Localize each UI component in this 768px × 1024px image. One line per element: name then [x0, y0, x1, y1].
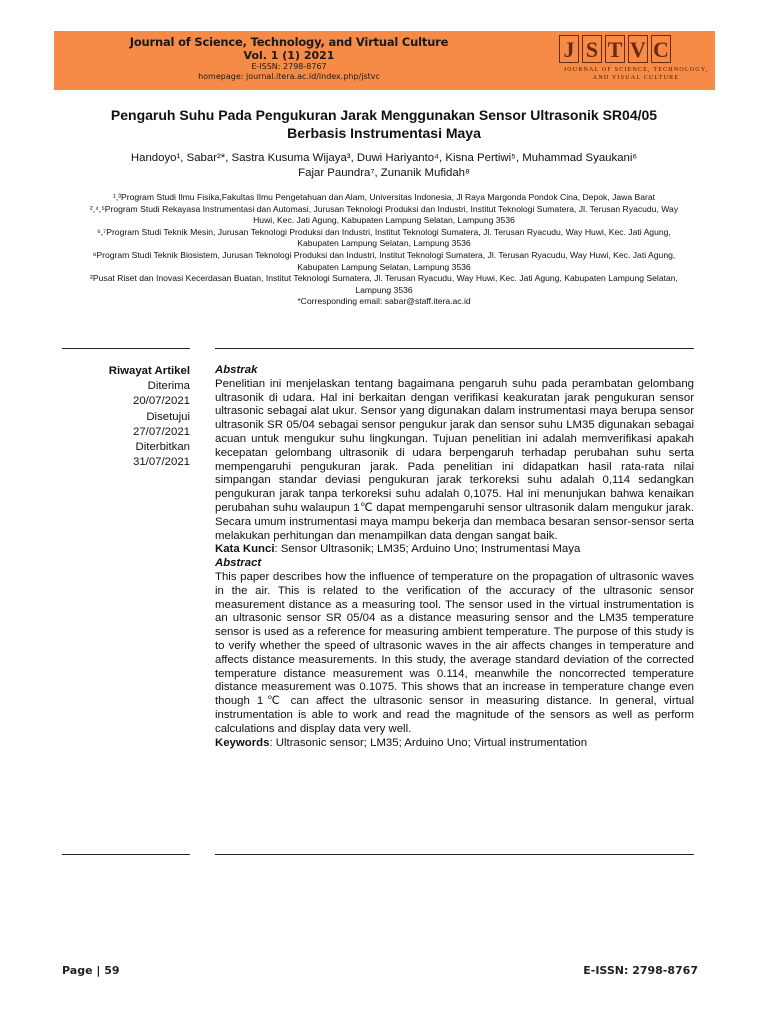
abstract-heading: Abstract [215, 557, 262, 570]
abstract-text: This paper describes how the influence of temperature on the propagation of ultrasonic waves in the air. This is related to the verification of the accuracy of the ultrasonic sensor measurement distance as a measuring tool. The sensor used in the virtual instrumentation is an ultrasonic sensor SR 05/04 as a distance measuring sensor and the LM35 temperature sensor is used as a reference for measuring ambient temperature. The purpose of this study is to verify whether the speed of ultrasonic waves in the air affects changes in temperature and affects distance measurements. In this study, the average standard deviation of the corrected temperature distance measurement was 0.114, meanwhile the noncorrected temperature distance measurement was 0.1075. This shows that an increase in temperature change even though 1℃ can affect the ultrasonic sensor in measuring distance. In general, virtual instrumentation is able to work and read the magnitude of the sensors as well as perform calculations and display data very well. [215, 570, 694, 735]
received-label: Diterima [147, 380, 190, 393]
accepted-label: Disetujui [146, 410, 190, 423]
author-list [60, 151, 708, 181]
journal-homepage: homepage: journal.itera.ac.id/index.php/jstvc [198, 72, 380, 81]
affiliation: ²,⁴,⁵Program Studi Rekayasa Instrumentasi dan Automasi, Jurusan Teknologi Produksi dan Industri, Institut Teknologi Sumatera, Jl. Terusan Ryacudu, Way Huwi, Kec. Jati Agung, Kabupaten Lampung Selatan, Lampung 3536 [89, 203, 679, 226]
journal-eissn: E-ISSN: 2798-8767 [251, 62, 327, 71]
history-label: Riwayat Artikel [108, 365, 190, 377]
keywords-label: Keywords [215, 736, 270, 749]
journal-info [54, 35, 524, 82]
abstrak-text: Penelitian ini menjelaskan tentang bagaimana pengaruh suhu pada perambatan gelombang ultrasonik di udara. Hal ini berkaitan dengan verifikasi keakuratan jarak pengukuran sensor ultrasonic sebagai alat ukur. Sensor yang digunakan dalam instrumentasi maya berupa sensor ultrasonik SR 05/04 sebagai sensor pengukur jarak dan sensor suhu LM35 digunakan sebagai acuan untuk mengukur suhu lingkungan. Tujuan penelitian ini adalah memverifikasi apakah kecepatan gelombang ultrasonik di udara berpengaruh terhadap perubahan suhu serta mempengaruhi pengukuran jarak. Pada penelitian ini didapatkan hasil rata-rata nilai simpangan standar deviasi pengukuran jarak terkoreksi suhu adalah 0,114 sedangkan pengukuran jarak tanpa terkoreksi suhu adalah 0,1075. Hal ini menunjukan bahwa kenaikan perubahan suhu walaupun 1℃ dapat mempengaruhi sensor ultrasonik dalam mengukur jarak. Secara umum instrumentasi maya mampu bekerja dan membaca besaran sensor-sensor serta melakukan perhitungan dan menampilkan data dengan sangat baik. [215, 377, 694, 542]
affiliations [80, 192, 688, 308]
divider-right-top [215, 348, 694, 349]
journal-header [54, 31, 715, 90]
logo-letter: C [651, 35, 671, 63]
logo-letter: J [559, 35, 579, 63]
accepted-date: 27/07/2021 [132, 425, 190, 438]
divider-left-bottom [62, 854, 190, 855]
title-line: Pengaruh Suhu Pada Pengukuran Jarak Menggunakan Sensor Ultrasonik SR04/05 [110, 107, 658, 123]
page-number: Page | 59 [62, 964, 120, 977]
jstvc-logo [559, 31, 709, 90]
abstrak-heading: Abstrak [215, 364, 258, 376]
footer-eissn: E-ISSN: 2798-8767 [583, 964, 698, 977]
published-label: Diterbitkan [135, 441, 190, 454]
article-history [62, 364, 190, 470]
logo-letters [559, 35, 671, 63]
keywords-text: : Ultrasonic sensor; LM35; Arduino Uno; Virtual instrumentation [269, 736, 588, 749]
kata-kunci [215, 543, 694, 557]
journal-name: Journal of Science, Technology, and Virtual Culture [129, 35, 449, 49]
authors-line: Handoyo¹, Sabar²*, Sastra Kusuma Wijaya³, Duwi Hariyanto⁴, Kisna Pertiwi⁵, Muhammad Syaukani⁶ [130, 152, 638, 164]
divider-left-top [62, 348, 190, 349]
journal-volume: Vol. 1 (1) 2021 [243, 49, 335, 62]
corresponding-email: *Corresponding email: sabar@staff.itera.ac.id [297, 296, 471, 307]
logo-letter: V [628, 35, 648, 63]
affiliation: ⁶,⁷Program Studi Teknik Mesin, Jurusan Teknologi Produksi dan Industri, Institut Teknologi Sumatera, Jl. Terusan Ryacudu, Way Huwi, Kec. Jati Agung, Kabupaten Lampung Selatan, Lampung 3536 [97, 226, 671, 249]
kata-kunci-label: Kata Kunci [215, 543, 275, 556]
logo-subtitle: JOURNAL OF SCIENCE, TECHNOLOGY, AND VISUAL CULTURE [563, 67, 709, 81]
logo-letter: S [582, 35, 602, 63]
kata-kunci-text: : Sensor Ultrasonik; LM35; Arduino Uno; Instrumentasi Maya [274, 543, 581, 556]
keywords [215, 737, 694, 751]
received-date: 20/07/2021 [132, 395, 190, 408]
affiliation: ²Pusat Riset dan Inovasi Kecerdasan Buatan, Institut Teknologi Sumatera, Jl. Terusan Ryacudu, Way Huwi, Kec. Jati Agung, Kabupaten Lampung Selatan, Lampung 3536 [90, 273, 678, 295]
title-line: Berbasis Instrumentasi Maya [287, 125, 481, 141]
logo-letter: T [605, 35, 625, 63]
published-date: 31/07/2021 [132, 456, 190, 469]
affiliation: ⁸Program Studi Teknik Biosistem, Jurusan Teknologi Produksi dan Industri, Institut Teknologi Sumatera, Jl. Terusan Ryacudu, Way Huwi, Kec. Jati Agung, Kabupaten Lampung Selatan, Lampung 3536 [92, 249, 676, 272]
divider-right-bottom [215, 854, 694, 855]
affiliation: ¹,³Program Studi Ilmu Fisika,Fakultas Ilmu Pengetahuan dan Alam, Universitas Indonesia, Jl Raya Margonda Pondok Cina, Depok, Jawa Barat [112, 192, 656, 202]
authors-line: Fajar Paundra⁷, Zunanik Mufidah⁸ [298, 167, 470, 179]
paper-title [60, 106, 708, 142]
abstract-section [215, 364, 694, 750]
